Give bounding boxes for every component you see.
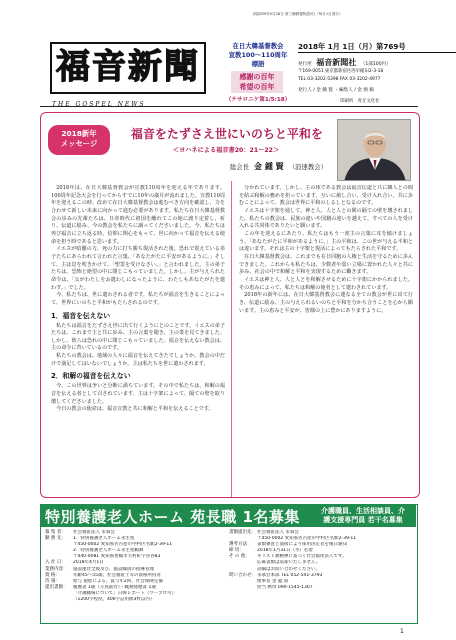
article-paragraph: 私たちは福音をたずさえ世に出て行くようにとのことです。イエスの弟子たちは、これまで主と共に歩み、主の言葉を聞き、主の業を見てきました。しかし、彼らは恐れの中に閉じこもっていました。福音を伝えない教会は、主の命令に背いているのです。: [51, 322, 225, 352]
motto-box: [231, 71, 283, 93]
publisher-label: 発行所: [298, 62, 312, 67]
ad-row-label: [229, 585, 257, 591]
registration-line: (昭和59年5月28日 第三種郵便物認可)（毎月1日発行）: [253, 12, 343, 16]
article-paragraph: 2018年は、在日大韓基督教会が宣教110周年を迎える年であります。100周年記念大会を行ってからすでに10年の歳月が流れました。宣教110周年を迎えるこの時、改めて在日大韓基督教会は進むべき方向を確認し、力を合わせて新しい未来に向かって進む必要があります。私たち在日大韓基督教会の歩みの先輩たちは、日帝時代に祖国を離れてこの地に渡り定着し、祈り、伝道に励み、今の教会を私たちに譲ってくださいました。今、私たちは再び福音に立ち返る時、信仰に関心をもって、世に向かって福音を伝える使命を担う時であると思います。: [51, 185, 225, 245]
new-year-badge: [48, 125, 110, 155]
ad-tag-line: 介護職員、生活相談員、介: [321, 507, 405, 515]
church-line: 在日大韓基督教会: [232, 42, 284, 50]
byline-name: 金 鍾 賢: [254, 162, 284, 171]
article-byline: [187, 161, 327, 172]
masthead-divider: [40, 106, 418, 107]
ad-row-label: 締 切：: [229, 548, 244, 554]
ad-row-value: 2018年1月31日（水）必着: [257, 548, 314, 554]
newspaper-logo: [50, 42, 206, 94]
section-heading: 1．福音を伝えない: [51, 311, 111, 320]
ad-body: [45, 530, 413, 623]
ad-row: [45, 597, 223, 603]
church-line: 宣教100〜110周年: [228, 51, 288, 59]
publisher-address: 〒169-0051 東京都新宿区西早稲田2-3-18: [298, 69, 384, 74]
ad-row-label: 待 遇：: [45, 578, 60, 584]
ad-row-label: 書類提出先：: [229, 530, 256, 535]
ad-row-value: 2018年4月1日: [73, 560, 104, 566]
ad-tag-line: 護支援専門員 若干名募集: [323, 516, 403, 524]
ad-row-value: 担当 携帯 090-1545-1307: [257, 584, 313, 590]
article-paragraph: 今、私たちは、世に遣わされる者です。私たちが福音を生きることによって、世界にいのちと平和がもたらされるのです。: [51, 292, 225, 306]
logo-english-name: THE GOSPEL NEWS: [52, 101, 146, 108]
ad-row-label: 資 格：: [45, 572, 60, 578]
publisher-staff: 発行人 / 金 鍾 賢 ・編集人 / 金 炳 鎬: [298, 88, 374, 93]
badge-line: メッセージ: [60, 139, 98, 148]
ad-row-value: キリスト教精神に基づく社会福祉法人です。: [257, 554, 347, 560]
author-portrait-image: [338, 120, 411, 181]
section-heading: 2．和解の福音を伝えない: [51, 372, 131, 381]
masthead: [40, 12, 418, 108]
ad-row-value: 永慕会本部 TEL 052-541-3793: [257, 572, 323, 578]
ad-row-label: [45, 597, 73, 603]
recruitment-ad: [40, 504, 418, 624]
ad-row-value: 〒440-0081 愛知県豊橋市大村町字呑谷83: [73, 554, 161, 560]
ad-row-label: そ の 他：: [229, 554, 250, 560]
ad-row-label: 問い合わせ：: [229, 572, 256, 578]
ad-row-label: 提出書類：: [45, 584, 68, 590]
article-paragraph: 私たちの教会は、地域の人々に福音を伝えてきたでしょうか。教会の中だけで満足してはいないでしょうか。主は私たちを世に遣わされます。: [51, 353, 225, 367]
byline-title: 総会長: [229, 163, 249, 171]
divider: [298, 52, 456, 53]
ad-row-value: 〒450-0002 愛知県名古屋市中村区名駅2-39-11: [257, 536, 357, 542]
ad-row-value: 給与 規程による。賞与年2回、社会保険完備: [73, 578, 163, 584]
ad-left-column: [45, 530, 223, 603]
ad-row-value: 社会福祉法人 永慕会: [257, 530, 299, 535]
article-subheadline: ＜ヨハネによる福音書20：21〜22＞: [172, 147, 280, 154]
ad-row-value: 応募書類は返却いたしません。: [257, 560, 321, 566]
page-number: 1: [400, 628, 404, 635]
church-motto-header: [228, 42, 288, 69]
ad-right-column: [229, 530, 413, 591]
article-paragraph: イエスは十字架を通して、神と人、人と人との間の隔ての壁を壊されました。私たちの教会は、民族の違いや国籍の違いを越えて、すべての人を受け入れる共同体でありたいと願います。: [239, 207, 413, 230]
ad-row-label: 勤 務 先：: [45, 536, 66, 542]
ad-header: [41, 505, 416, 527]
ad-row-value: （1200字程度、400字詰用紙3枚以内）: [73, 597, 155, 603]
ad-row-value: 社会福祉法人 永慕会: [73, 530, 115, 535]
publisher-name: 福音新聞社: [316, 58, 357, 67]
article-paragraph: 在日大韓基督教会は、これまでも在日同胞の人権と生活を守るために歩んできました。これからも私たちは、少数者や弱い立場に置かれた人々と共に歩み、社会の中で和解と平和を実現するために働きます。: [239, 253, 413, 276]
ad-row-value: 理事長 金 龍 雨: [257, 578, 289, 584]
article-paragraph: 2018年の新年には、在日大韓基督教会に連なる全ての教会が世に出て行き、伝道に励み、主の与えられるいのちと平和を分かち合うことを心から願います。主の恵みと平安が、皆様の上に豊かにありますように。: [239, 292, 413, 314]
article-headline: 福音をたずさえ世にいのちと平和を: [131, 127, 323, 141]
ad-row-value: 1．特別養護老人ホーム永生苑: [73, 536, 135, 542]
article-paragraph: 今、この世界は争いと分断に満ちています。その中で私たちは、和解の福音を伝える者として召されています。主は十字架によって、隔ての壁を取り壊してくださいました。: [51, 383, 225, 405]
article-paragraph: イエスは神と人、人と人とを和解させるために十字架にかかられました。その恵みによって、私たちは和解の使者として遣わされています。: [239, 276, 413, 291]
article-paragraph: イエスが暗闇の力、死の力に打ち勝ち復活された後、恐れで震えている弟子たちにあらわれて言われた言葉、「あなたがたに平安があるように。」そして、主は息を吹きかけて、「聖霊を受けなさい。」と言われました。主の弟子たちは、恐怖と絶望の中に閉じこもっていました。しかし、主が与えられた命令は、「父がわたしをお遣わしになったように、わたしもあなたがたを遣わす。」でした。: [51, 246, 225, 291]
ad-row-value: 年齢45〜55歳、社会福祉士等の資格所持者: [73, 572, 161, 578]
ad-row-value: 履歴書 1通（写真貼付）・職務経歴書 1通: [73, 584, 156, 590]
ad-row-value: 詳細はお問い合わせください。: [257, 566, 320, 572]
article-paragraph: 分かれています。しかし、主の体である教会は福音伝道と共に隣人との間を結ぶ和解の務めを担っています。互いに赦し合い、受け入れ合い、共に歩むことによって、教会は世界に平和のしるしとなるのです。: [239, 185, 413, 207]
printer-name: 印刷所 青丘文化社: [340, 99, 380, 104]
publisher-row: [298, 57, 391, 68]
ad-row-value: 書類審査と面接により採用決定者を後日通知: [257, 542, 347, 548]
motto-line: 感謝の百年: [239, 73, 275, 81]
new-year-message-article: [40, 112, 420, 498]
publisher-phone: TEL 03-3202-5398 FAX 03-3202-4977: [298, 77, 381, 82]
motto-line: 希望の百年: [239, 83, 275, 91]
publisher-price: （1部100円）: [360, 62, 391, 67]
article-left-column: [51, 185, 225, 495]
ad-row-value: 2．特別養護老人ホーム永生苑鶴舞: [73, 548, 144, 554]
ad-row: [229, 585, 413, 591]
logo-text: 福音新聞: [56, 47, 200, 87]
ad-row-label: 業務内容：: [45, 566, 68, 572]
ad-row-value: 「介護職場について」日韓レポート（ワープロ可）: [73, 590, 177, 596]
ad-row-value: 〒450-0002 愛知県名古屋市中村区名駅2-39-11: [73, 542, 173, 548]
ad-row-label: 募 集 者：: [45, 530, 66, 535]
article-paragraph: 今日の教会の使命は、福音宣教と共に和解と平和を伝えることです。: [56, 406, 214, 413]
church-line: 標語: [251, 60, 265, 68]
ad-row-value: 施設運営全般及び、施設職員の指導管理: [73, 566, 154, 572]
issue-date: 2018年 1月 1日（月）第769号: [298, 42, 406, 51]
author-photo: [337, 119, 411, 181]
article-paragraph: この年を迎えるにあたり、私たちはもう一度主の言葉に耳を傾けましょう。「あなたがたに平和があるように。」主の平和は、この世が与える平和とは違います。それは主の十字架と復活によってもたらされた平和です。: [239, 230, 413, 253]
article-right-column: [239, 185, 413, 495]
ad-tagline: [311, 507, 415, 525]
ad-title: 特別養護老人ホーム 苑長職 1名募集: [45, 508, 300, 526]
ad-row-label: 入 社 日：: [45, 560, 66, 566]
badge-line: 2018新年: [61, 129, 97, 138]
ad-row-label: 選考方法：: [229, 542, 252, 548]
column-divider: [231, 181, 232, 497]
byline-church: （浪速教会）: [288, 163, 327, 171]
motto-reference: （テサロニケ第1/5:18）: [225, 97, 291, 103]
